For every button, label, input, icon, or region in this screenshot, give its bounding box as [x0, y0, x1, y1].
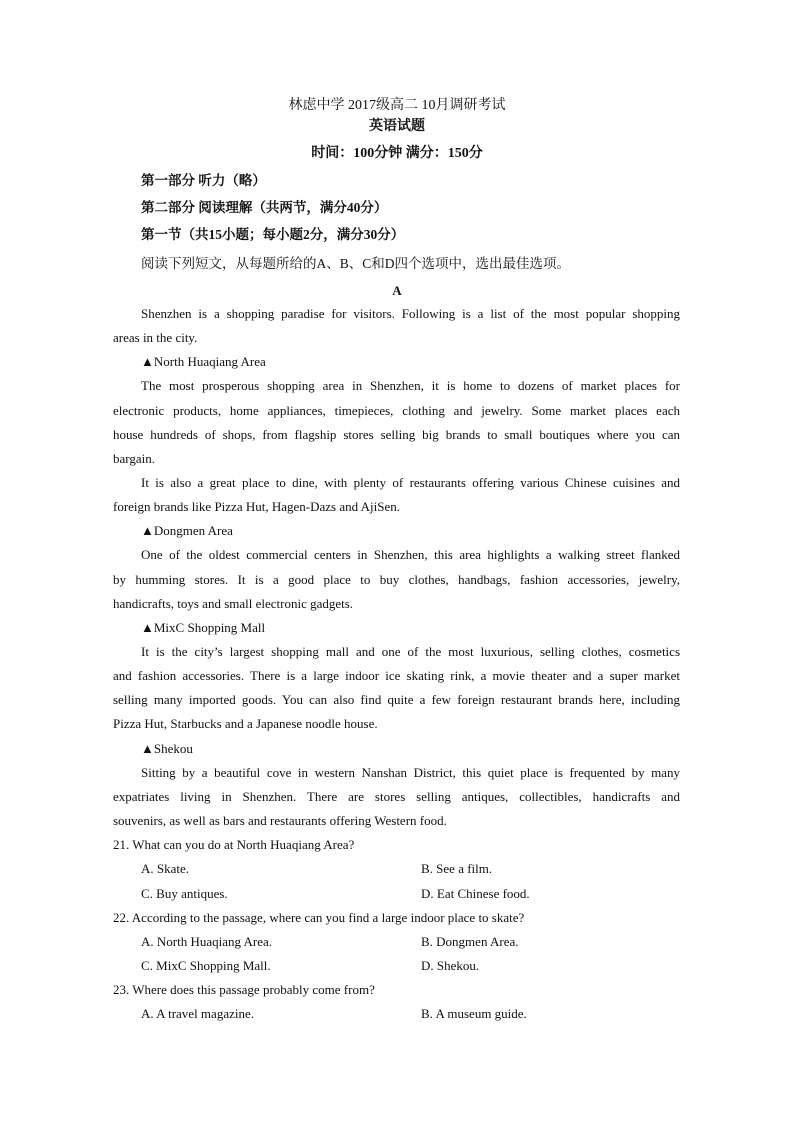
- passage-paragraph-line: Sitting by a beautiful cove in western Nanshan District, this quiet place is frequented by many: [141, 765, 680, 780]
- question-22-option-a: A. North Huaqiang Area.: [141, 934, 273, 949]
- passage-paragraph-line: and fashion accessories. There is a large indoor ice skating rink, a movie theater and a super market: [113, 668, 680, 683]
- subject-title: 英语试题: [369, 119, 425, 134]
- exam-title: 林虑中学 2017级高二 10月调研考试: [288, 98, 506, 113]
- instructions: 阅读下列短文，从每题所给的A、B、C和D四个选项中，选出最佳选项。: [141, 256, 571, 271]
- passage-paragraph-line: bargain.: [113, 451, 155, 466]
- passage-paragraph-line: foreign brands like Pizza Hut, Hagen-Dazs and AjiSen.: [113, 499, 401, 514]
- area-heading-shekou: ▲Shekou: [141, 741, 193, 756]
- passage-paragraph-line: electronic products, home appliances, timepieces, clothing and jewelry. Some market places each: [113, 403, 680, 418]
- area-heading-mixc: ▲MixC Shopping Mall: [141, 620, 266, 635]
- passage-paragraph-line: souvenirs, as well as bars and restaurants offering Western food.: [113, 813, 447, 828]
- passage-paragraph-line: The most prosperous shopping area in Shenzhen, it is home to dozens of market places for: [141, 378, 680, 393]
- passage-paragraph-line: It is also a great place to dine, with plenty of restaurants offering various Chinese cuisines and: [141, 475, 680, 490]
- area-heading-north-huaqiang: ▲North Huaqiang Area: [141, 354, 266, 369]
- passage-paragraph-line: Shenzhen is a shopping paradise for visitors. Following is a list of the most popular shopping: [141, 306, 680, 321]
- question-23-option-a: A. A travel magazine.: [141, 1006, 254, 1021]
- passage-paragraph-line: expatriates living in Shenzhen. There are stores selling antiques, collectibles, handicrafts and: [113, 789, 680, 804]
- question-21-option-b: B. See a film.: [421, 861, 493, 876]
- passage-paragraph-line: handicrafts, toys and small electronic gadgets.: [113, 596, 354, 611]
- question-21-option-d: D. Eat Chinese food.: [421, 886, 530, 901]
- passage-paragraph-line: One of the oldest commercial centers in Shenzhen, this area highlights a walking street flanked: [141, 547, 680, 562]
- passage-label: A: [392, 283, 402, 298]
- question-23-option-b: B. A museum guide.: [421, 1006, 527, 1021]
- passage-paragraph-line: house hundreds of shops, from flagship stores selling big brands to small boutiques where you can: [113, 427, 680, 442]
- question-22-option-c: C. MixC Shopping Mall.: [141, 958, 271, 973]
- part-one-heading: 第一部分 听力（略）: [141, 173, 266, 188]
- part-two-heading: 第二部分 阅读理解（共两节，满分40分）: [141, 200, 388, 215]
- time-and-score: 时间：100分钟 满分：150分: [311, 146, 483, 161]
- section-one-heading: 第一节（共15小题；每小题2分，满分30分）: [141, 227, 405, 242]
- question-23-stem: 23. Where does this passage probably come from?: [113, 982, 375, 997]
- area-heading-dongmen: ▲Dongmen Area: [141, 523, 233, 538]
- question-22-option-d: D. Shekou.: [421, 958, 480, 973]
- passage-paragraph-line: by humming stores. It is a good place to buy clothes, handbags, fashion accessories, jewelry,: [113, 572, 680, 587]
- question-22-option-b: B. Dongmen Area.: [421, 934, 519, 949]
- passage-paragraph-line: selling many imported goods. You can also find quite a few foreign restaurant brands here, including: [113, 692, 680, 707]
- passage-paragraph-line: areas in the city.: [113, 330, 198, 345]
- passage-paragraph-line: Pizza Hut, Starbucks and a Japanese noodle house.: [113, 716, 378, 731]
- passage-paragraph-line: It is the city’s largest shopping mall and one of the most luxurious, selling clothes, cosmetics: [141, 644, 680, 659]
- question-21-stem: 21. What can you do at North Huaqiang Area?: [113, 837, 355, 852]
- question-21-option-c: C. Buy antiques.: [141, 886, 228, 901]
- question-21-option-a: A. Skate.: [141, 861, 190, 876]
- question-22-stem: 22. According to the passage, where can you find a large indoor place to skate?: [113, 910, 525, 925]
